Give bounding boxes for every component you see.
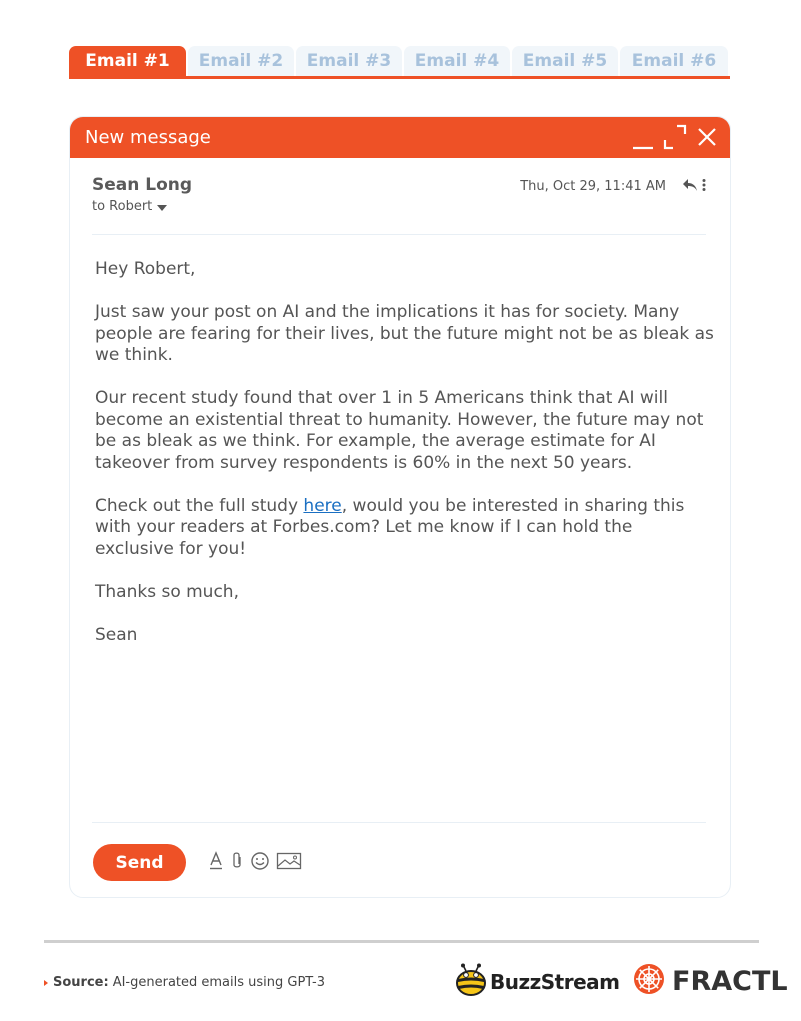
footer-divider — [44, 940, 759, 943]
compose-divider — [92, 822, 706, 823]
paragraph-3-end: , would you be interested in sharing this with your readers at Forbes.com? Let me know if I can hold the exclusive for you! — [95, 495, 685, 559]
send-button[interactable]: Send — [93, 844, 186, 881]
tab-email-4[interactable]: Email #4 — [404, 46, 510, 76]
tab-email-5[interactable]: Email #5 — [512, 46, 618, 76]
email-body[interactable] — [95, 259, 715, 668]
emoji-icon[interactable] — [250, 851, 270, 875]
tab-email-2[interactable]: Email #2 — [188, 46, 294, 76]
buzzstream-wordmark: BuzzStream — [490, 970, 620, 994]
paragraph-3-start: Check out the full study — [95, 495, 304, 516]
compose-toolbar — [208, 851, 302, 875]
paragraph-1: Just saw your post on AI and the implications it has for society. Many people are fearing for their lives, but the future might not be as bleak as we think. — [95, 302, 714, 365]
tab-email-3[interactable]: Email #3 — [296, 46, 402, 76]
buzzstream-bee-logo — [455, 963, 487, 1001]
paragraph-2: Our recent study found that over 1 in 5 Americans think that AI will become an existential threat to humanity. However, the future may not be as bleak as we think. For example, the average estimate for AI takeover from survey respondents is 60% in the next 50 years. — [95, 388, 704, 473]
recipient-label: to Robert — [92, 199, 153, 214]
recipient-dropdown[interactable] — [92, 199, 706, 214]
email-tabs — [69, 46, 730, 79]
image-icon[interactable] — [276, 851, 302, 875]
window-titlebar — [70, 117, 730, 158]
minimize-icon[interactable] — [632, 123, 654, 155]
expand-icon[interactable] — [662, 123, 688, 155]
closing: Thanks so much, — [95, 581, 239, 602]
window-controls — [632, 123, 718, 155]
paragraph-3 — [95, 496, 715, 561]
email-window — [69, 116, 731, 898]
email-date: Thu, Oct 29, 11:41 AM — [520, 179, 666, 194]
tab-email-1[interactable]: Email #1 — [69, 46, 186, 76]
source-text: AI-generated emails using GPT-3 — [112, 975, 326, 990]
source-note — [44, 975, 325, 990]
fractl-wordmark: FRACTL — [672, 965, 788, 997]
more-vertical-icon[interactable] — [702, 177, 706, 196]
sender-name: Sean Long — [92, 175, 193, 195]
close-icon[interactable] — [696, 123, 718, 155]
fractl-logo — [633, 963, 665, 999]
format-text-icon[interactable] — [208, 851, 224, 875]
reply-icon[interactable] — [682, 177, 698, 196]
source-label: Source: — [53, 975, 109, 990]
bullet-arrow-icon — [44, 980, 48, 986]
header-actions — [682, 177, 706, 196]
buzzstream-brand — [455, 963, 620, 1001]
attachment-icon[interactable] — [230, 851, 244, 875]
greeting: Hey Robert, — [95, 259, 196, 279]
tab-email-6[interactable]: Email #6 — [620, 46, 728, 76]
email-header — [92, 175, 706, 235]
study-link[interactable]: here — [303, 495, 342, 516]
window-title: New message — [85, 127, 211, 148]
fractl-brand — [633, 963, 788, 999]
signature: Sean — [95, 624, 138, 645]
caret-down-icon — [157, 205, 167, 211]
